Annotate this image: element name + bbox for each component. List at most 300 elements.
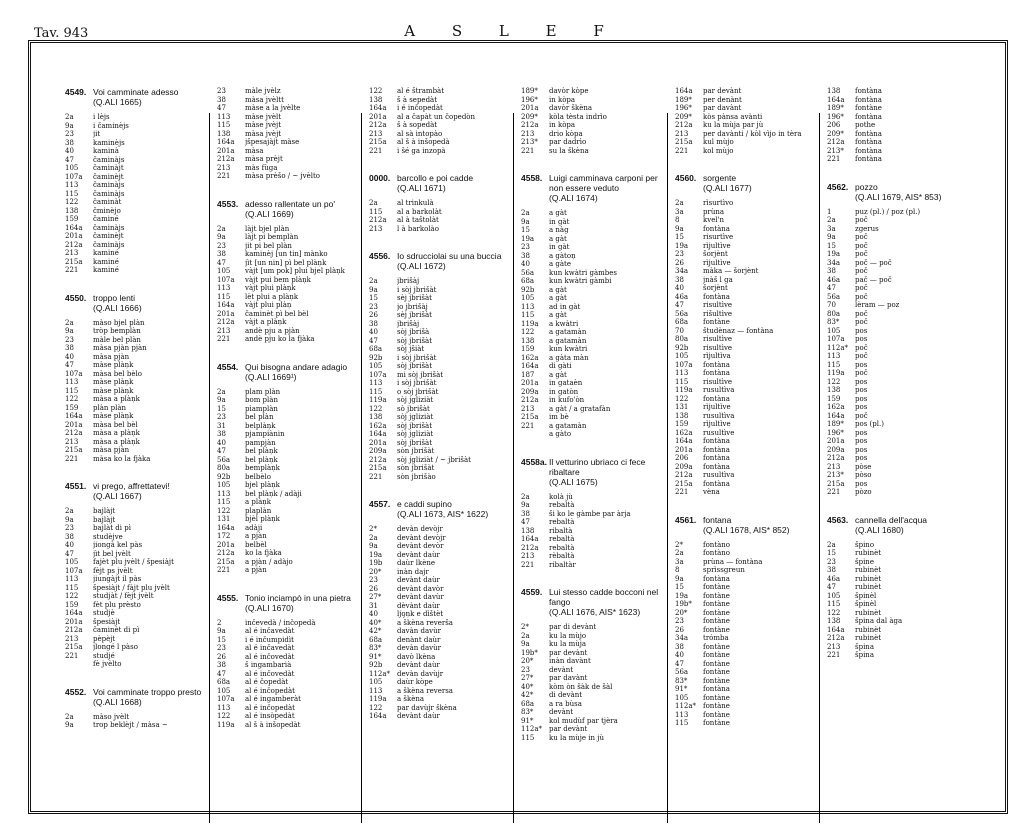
dialect-form: rubinèt [855,566,882,574]
dialect-form: a gàt [549,370,567,379]
dialect-form: bel plàņk / adàji [245,489,302,498]
table-row [217,155,367,164]
table-row [827,437,977,446]
table-row [369,456,519,465]
table-row [369,473,519,482]
dialect-form: o sòj jbrišàt [397,387,439,396]
dialect-form: kòm òn šàk de šàl [549,682,613,691]
dialect-form: andè pju ko la fjàka [245,335,315,343]
point-code: 47 [217,669,226,678]
entry [217,362,367,585]
point-code: 115 [827,600,841,608]
entry-source: (Q.ALI 1672) [397,261,446,271]
table-row [521,666,671,675]
dialect-form: čaminàt [93,198,122,206]
table-row [521,269,671,278]
point-code: 196* [521,95,538,104]
dialect-form: al a čapàt un čopedòn [397,112,476,121]
dialect-form: su la škèna [549,146,589,155]
dialect-form: in gàt [549,243,570,251]
table-row [369,87,519,96]
point-code: 26 [675,625,684,634]
table-row [675,216,825,225]
point-code: 20* [521,657,534,665]
dialect-form: par di devànt [549,623,597,631]
dialect-form: pos [855,445,868,454]
point-code: 131 [675,403,689,411]
table-row [65,164,215,173]
entry-number: 4559. [521,587,543,597]
point-code: 221 [521,421,535,430]
dialect-form: rèbaltà [549,552,575,560]
dialect-form: bajlàt di pì [93,524,131,532]
point-code: 122 [369,404,383,413]
dialect-form: i sòj jbrišàt [397,379,437,387]
table-row [369,610,519,619]
point-code: 164a [217,301,235,309]
dialect-form: màso bjel plàn [93,318,145,327]
table-row [65,395,215,404]
dialect-form: fontàna [703,574,730,583]
table-row [217,498,367,507]
dialect-form: rusultìva [703,471,735,479]
table-row [827,130,977,139]
entry-title: vi prego, affrettatevi! (Q.ALI 1667) [93,481,215,501]
dialect-form: rubinèt [855,574,882,583]
entry-number: 4561. [675,514,697,525]
dialect-form: a gàta màn [549,353,589,362]
dialect-form: al trinkulà [397,199,434,207]
dialect-form: par devànt [703,87,742,95]
point-code: 212a [217,155,235,163]
point-code: 164a [217,523,235,532]
point-code: 164a [65,609,83,617]
table-row [65,626,215,635]
dialect-form: belbèlo [245,472,271,481]
point-code: 3a [675,207,684,216]
dialect-form: pòse [855,462,872,471]
table-row [827,293,977,302]
point-code: 8 [675,216,680,224]
table-row [827,267,977,276]
table-row [521,337,671,346]
dialect-form: vèna [703,488,720,496]
dialect-form: rìjultìve [703,258,731,267]
table-row [521,277,671,286]
dialect-form: in gataèn [549,379,583,387]
dialect-form: fontàne [703,600,730,608]
dialect-form: sprìssgreun [703,566,745,574]
table-row [827,566,977,575]
dialect-form: l à barkolào [397,224,439,233]
table-row [369,208,519,217]
table-row [521,422,671,431]
dialect-form: pos [855,326,868,335]
entry-heading [369,251,519,271]
dialect-form: plam plàn [245,387,281,396]
table-row [217,678,367,687]
dialect-form: čaminàjs [93,240,125,249]
point-code: 107a [65,369,83,378]
point-code: 47 [65,549,74,558]
entry-title: sorgente (Q.ALI 1677) [703,173,825,193]
dialect-form: par devànt [549,725,588,733]
table-row [827,155,977,164]
dialect-form: kun kwàtri gàmbes [549,268,618,277]
table-row [521,328,671,337]
point-code: 38 [217,95,226,104]
dialect-form: fontàna [703,224,730,233]
table-row [65,455,215,464]
table-row [521,294,671,303]
table-row [521,552,671,561]
table-row [827,575,977,584]
table-row [675,87,825,96]
point-code: 38 [521,251,530,260]
point-code: 26 [675,258,684,267]
table-row [217,113,367,122]
table-row [827,335,977,344]
table-row [369,147,519,156]
point-code: 40* [369,618,382,627]
point-code: 113 [65,575,79,583]
dialect-form: par davànt [549,674,588,682]
point-code: 2a [675,199,684,207]
table-row [217,515,367,524]
dialect-form: studjàt / fèjt jvèlt [93,592,154,600]
dialect-form: fontàne [703,668,730,676]
table-row [675,592,825,601]
point-code: 215a [217,557,235,566]
dialect-form: davàn davùr [397,627,441,635]
table-row [675,437,825,446]
dialect-form: jlongé l pàso [93,643,138,651]
table-row [521,430,671,439]
dialect-form: fontàna [703,360,730,369]
dialect-form: par dadrìo [549,138,587,146]
dialect-form: fontàna [855,95,882,104]
table-row [827,386,977,395]
dialect-form: al é inčavedàt [245,627,295,635]
dialect-form: zgerus [855,224,879,233]
table-row [675,147,825,156]
point-code: 56a [827,292,841,301]
point-code: 221 [521,146,535,155]
dialect-form: a pjàn [245,566,267,574]
table-row [217,96,367,105]
dialect-form: vàjt pui bem plàņk [245,275,311,284]
dialect-form: devàn devòjr [397,525,443,533]
table-row [217,687,367,696]
table-row [827,454,977,463]
column-2 [217,79,367,739]
table-row [369,413,519,422]
dialect-form: pos [855,428,868,437]
entry-number: 4555. [217,592,239,603]
dialect-form: sòj jgliziàt [397,396,434,404]
table-row [65,618,215,627]
table-row [675,558,825,567]
dialect-form: ko la fjàka [245,549,282,557]
table-row [369,371,519,380]
table-row [675,352,825,361]
dialect-form: pos [855,377,868,386]
point-code: 201a [521,104,539,112]
entry-number: 4563. [827,514,849,525]
entry-title: pozzo (Q.ALI 1679, AIS* 853) [855,182,977,202]
point-code: 212a [675,121,693,129]
point-code: 113 [521,302,535,311]
point-code: 113 [217,489,231,498]
point-code: 213 [521,404,535,413]
point-code: 40 [65,352,74,361]
table-row [675,276,825,285]
table-row [369,619,519,628]
dialect-form: devànt [549,708,574,716]
point-code: 15 [675,583,684,591]
dialect-form: špesiàjt / fàjt plu jvèlt [93,583,170,592]
table-row [65,387,215,396]
table-row [65,215,215,224]
dialect-form: š à sopedàt [397,121,438,129]
point-code: 107a [65,172,83,181]
entry-title: troppo lenti (Q.ALI 1666) [93,293,215,313]
point-code: 213* [827,146,844,155]
table-row [65,224,215,233]
table-row [217,481,367,490]
table-row [521,527,671,536]
dialect-form: poč [855,216,868,224]
dialect-form: šorjènt [703,250,728,258]
table-row [369,636,519,645]
table-row [369,439,519,448]
table-row [675,335,825,344]
point-code: 164a [827,625,845,634]
table-row [217,712,367,721]
table-row [369,320,519,329]
dialect-form: vàjt plui plàņ [245,301,292,309]
point-code: 159 [521,345,535,353]
point-code: 15 [827,549,836,557]
point-code: 47 [827,284,836,292]
point-code: 212a [369,216,387,224]
table-row [521,501,671,510]
table-row [827,412,977,421]
dialect-form: sòj jbrišàt [397,336,433,345]
dialect-form: rusultìva [703,386,735,394]
dialect-form: devànt davùr [397,593,444,601]
dialect-form: a ra bùsa [549,699,582,708]
column-5 [675,79,825,738]
table-row [369,534,519,543]
table-row [369,396,519,405]
point-code: 213* [827,471,844,479]
point-code: 138 [827,617,841,625]
table-row [675,386,825,395]
dialect-form: fontàna [703,292,730,301]
dialect-form: kaminé [93,266,119,274]
dialect-form: i šé ga inzopà [397,146,446,155]
table-row [217,172,367,181]
table-row [827,463,977,472]
point-code: 122 [217,712,231,720]
table-row [65,446,215,455]
dialect-form: al é ingamberàt [245,695,301,703]
entry-heading [369,499,519,519]
dialect-form: devàn davùr [397,644,441,652]
table-row [217,87,367,96]
dialect-form: kol mudùf par tjèra [549,716,618,725]
point-code: 46a [675,292,689,301]
point-code: 1 [827,207,832,216]
point-code: 38 [369,319,378,328]
dialect-form: i é inčumpidìt [245,635,294,644]
point-code: 23 [65,335,74,344]
point-code: 2a [65,318,74,327]
dialect-form: poč — poč [855,258,892,267]
point-code: 19b [369,559,383,567]
point-code: 201a [521,379,539,387]
point-code: 8 [675,566,680,574]
dialect-form: màsa a plàņk [93,437,140,446]
point-code: 47 [217,258,226,267]
dialect-form: par davùjr škèna [397,703,457,712]
point-code: 201a [369,438,387,447]
point-code: 42* [369,627,382,635]
point-code: 47 [369,336,378,345]
point-code: 221 [217,335,231,343]
dialect-form: devàn davùjr [397,669,444,678]
point-code: 40 [521,260,530,268]
dialect-form: màsa a plàņk [93,395,140,403]
dialect-form: čaminèt pì bel bèl [245,309,309,318]
dialect-form: al é insòpedàt [245,712,295,720]
point-code: 40 [675,284,684,292]
table-row [369,447,519,456]
point-code: 196* [827,428,844,437]
dialect-form: a gàt [549,234,567,243]
dialect-form: sèj jbrišàt [397,311,432,319]
table-row [675,617,825,626]
point-code: 107a [65,566,83,575]
point-code: 15 [827,241,836,250]
point-code: 122 [369,703,383,712]
point-code: 92b [369,353,383,362]
point-code: 19a [675,241,689,250]
table-row [217,566,367,575]
point-code: 42* [521,691,534,699]
dialect-form: màsa prèšo / ~ jvèlto [245,172,321,180]
point-code: 68a [217,678,231,686]
table-row [521,493,671,502]
dialect-form: risultìve [703,377,733,386]
point-code: 212a [521,543,539,552]
point-code: 15 [521,226,530,234]
dialect-form: fontàna [703,445,730,454]
dialect-form: fontàna [855,155,882,163]
point-code: 162a [369,421,387,430]
point-code: 164a [827,95,845,104]
table-row [827,327,977,336]
point-code: 113 [217,703,231,712]
table-row [675,301,825,310]
entry-source: (Q.ALI 1679, AIS* 853) [855,191,942,202]
dialect-form: špina [855,651,874,659]
point-code: 159 [65,403,79,412]
table-row [675,199,825,208]
point-code: 213* [521,138,538,146]
point-code: 80a [217,464,231,472]
dialect-form: trop beklèjt / màsa ~ [93,721,168,729]
point-code: 2a [369,199,378,207]
entry-heading [65,481,215,501]
point-code: 19b* [675,600,692,608]
dialect-form: čaminàjs [93,181,125,189]
dialect-form: màsa a plàņk [93,429,140,437]
dialect-form: kolà jù [549,492,573,501]
table-row [369,712,519,721]
table-row [521,725,671,734]
entry [675,87,825,165]
entry [827,515,977,670]
dialect-form: špinèl [855,600,877,608]
point-code: 112a* [827,343,849,352]
point-code: 20* [675,608,688,617]
dialect-form: jbrišàj [397,319,420,328]
dialect-form: pos [855,403,868,411]
table-row [217,541,367,550]
entry-source: (Q.ALI 1675) [549,476,598,487]
table-row [217,259,367,268]
table-row [65,336,215,345]
table-row [675,626,825,635]
entry-title: adesso rallentate un po' (Q.ALI 1669) [245,199,367,219]
point-code: 47 [65,361,74,369]
point-code: 2 [217,618,222,627]
table-row [369,525,519,534]
table-row [217,439,367,448]
dialect-form: fontàne [703,702,730,710]
dialect-form: bjel plàņk [245,481,280,489]
table-row [369,405,519,414]
point-code: 27* [369,593,382,601]
table-row [65,258,215,267]
dialect-form: bajlàjt [93,515,116,524]
entry [369,499,519,731]
entry-heading [217,199,367,219]
dialect-form: a škèna [397,695,425,703]
entry-number: 0000. [369,173,391,183]
dialect-form: làjt pi bemplàn [245,233,299,241]
point-code [521,430,549,439]
table-row [675,549,825,558]
point-code: 164a [675,87,693,95]
point-code: 122 [827,377,841,386]
point-code: 2a [521,209,530,217]
entry-title: cannella dell'acqua (Q.ALI 1680) [855,515,977,535]
dialect-form: màse a la jvèlte [245,104,301,112]
table-row [827,310,977,319]
entry-title: fontana (Q.ALI 1678, AIS* 852) [703,515,825,535]
dialect-form: kòla tèsta indrìo [549,112,607,121]
table-row [65,404,215,413]
table-row [369,354,519,363]
point-code: 38 [65,138,74,147]
point-code: 23 [675,250,684,258]
point-code: 138 [827,87,841,95]
point-code: 2a [521,492,530,501]
dialect-form: fontàna [703,437,730,445]
